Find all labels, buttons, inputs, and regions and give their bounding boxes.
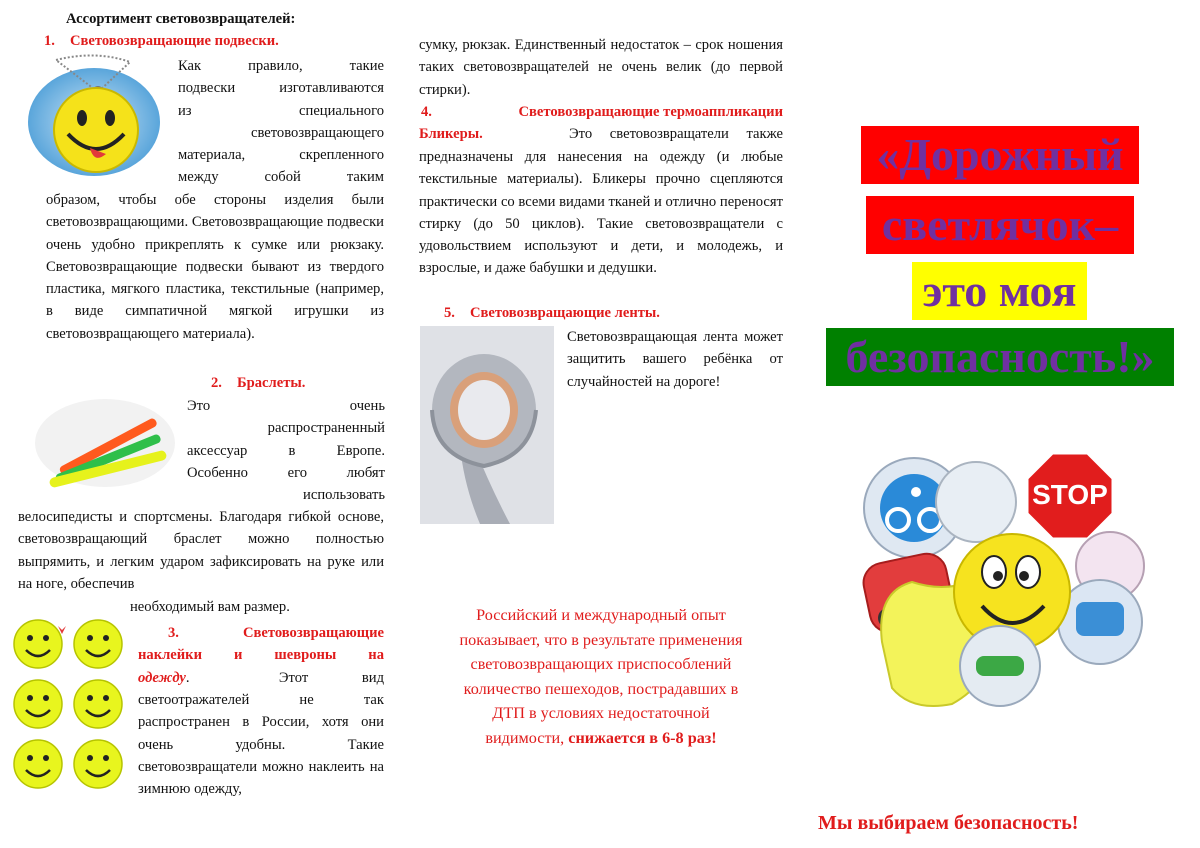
section-2-body: велосипедисты и спортсмены. Благодаря гибкой основе, световозвращающий браслет можно полностью выпрямить, и легким ударом зафиксировать на руке или на ноге, обеспечив xyxy=(18,509,384,592)
section-1-right-text: Как правило, такие подвески изготавливаются из специального световозвращающего материала, скрепленного между собой таким xyxy=(178,58,384,186)
section-3-body: светоотражателей не так распространен в России, хотя они очень удобны. Такие световозвращатели можно наклеить на зимнюю одежду, xyxy=(138,692,384,798)
section-4-heading: 4. Световозвращающие термоаппликации Бликеры. Это световозвращатели также xyxy=(419,104,783,143)
smiley-pendant-image xyxy=(26,52,162,178)
section-2-right-text: Это очень распространенный аксессуар в Европе. Особенно его любят использовать xyxy=(187,398,385,504)
slogan-footer: Мы выбираем безопасность! xyxy=(818,812,1079,834)
bracelets-image xyxy=(34,398,176,488)
title-banner-line-2: светлячок– xyxy=(866,196,1134,254)
assortment-title: Ассортимент световозвращателей: xyxy=(66,11,296,27)
section-3-heading: 3. Световозвращающие наклейки и шевроны на одежду. Этот вид xyxy=(138,625,384,686)
section-2-body-end: необходимый вам размер. xyxy=(130,599,290,615)
reflective-badges-image xyxy=(852,442,1148,718)
statistics-note: Российский и международный опыт показывает, что в результате применения световозвращающих приспособлений количество пешеходов, пострадавших в ДТП в условиях недостаточной видимости, снижается в 6-8 раз! xyxy=(459,606,743,747)
title-banner-line-1: «Дорожный xyxy=(861,126,1139,184)
section-2-heading: 2. Браслеты. xyxy=(211,375,306,391)
section-5-body: Световозвращающая лента может защитить вашего ребёнка от случайностей на дороге! xyxy=(567,329,783,390)
section-5-heading: 5. Световозвращающие ленты. xyxy=(444,305,660,321)
section-1-body: образом, чтобы обе стороны изделия были световозвращающими. Световозвращающие подвески очень удобно прикреплять к сумке или рюкзаку. Световозвращающие подвески бывают из твердого пластика, мягкого пластика, текстильные (например, в виде симпатичной мягкой игрушки из световозвращающего материала). xyxy=(46,192,384,342)
section-1-heading: 1. Световозвращающие подвески. xyxy=(44,33,279,50)
section-3-continuation: сумку, рюкзак. Единственный недостаток – срок ношения таких световозвращателей не очень велик (до первой стирки). xyxy=(419,37,783,98)
column-1 xyxy=(18,8,386,53)
smiley-stickers-image xyxy=(8,618,128,790)
section-4-body: предназначены для нанесения на одежду (и любые текстильные материалы). Бликеры прочно сцепляются практически со всеми видами тканей и отлично переносят стирку (до 50 циклов). Такие световозвращатели с удовольствием используют и дети, и молодежь, и взрослые, и даже бабушки и дедушки. xyxy=(419,149,783,277)
title-banner-line-4: безопасность!» xyxy=(826,328,1174,386)
title-banner-line-3: это моя xyxy=(912,262,1087,320)
reflective-tape-image xyxy=(420,326,554,524)
stop-sign-label: STOP xyxy=(1032,479,1108,510)
